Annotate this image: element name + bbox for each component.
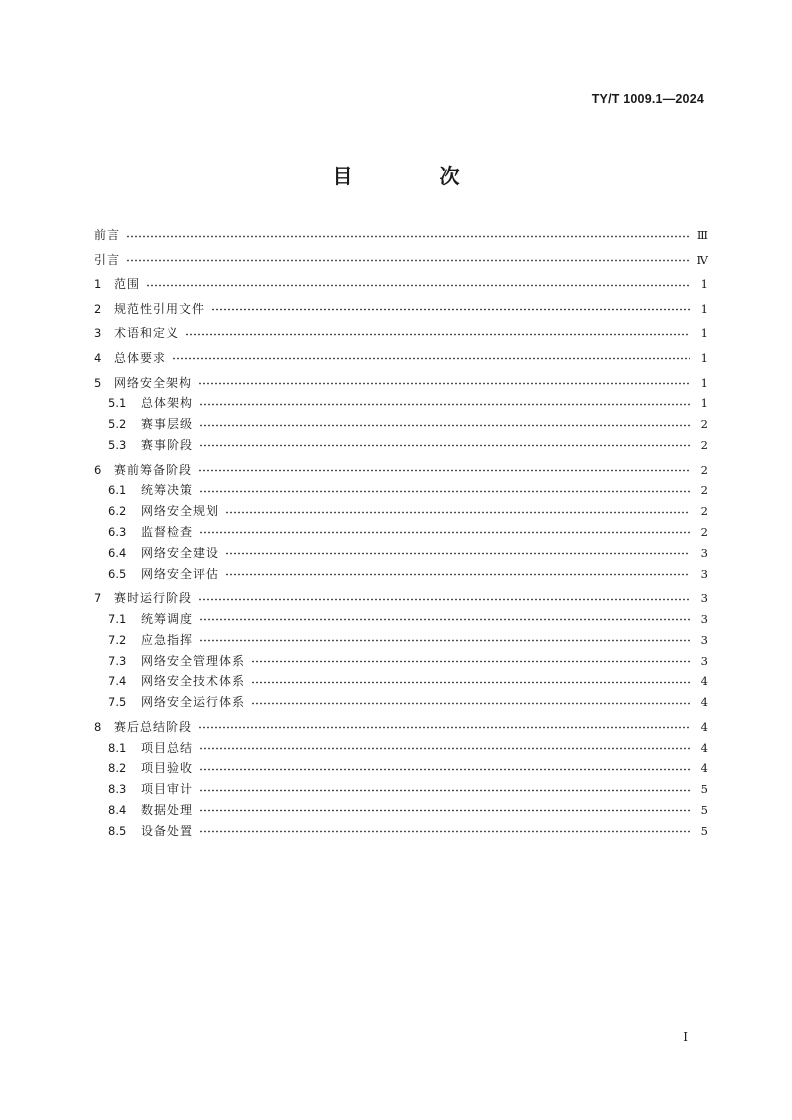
toc-entry-label: 网络安全规划 [141, 504, 220, 519]
toc-entry-number: 7.5 [108, 695, 127, 710]
toc-dot-leader [198, 598, 690, 601]
toc-entry-page: 2 [700, 483, 708, 498]
toc-entry[interactable] [94, 437, 708, 453]
toc-entry[interactable] [94, 276, 708, 292]
toc-entry-label: 统筹决策 [141, 483, 194, 498]
toc-dot-leader [225, 552, 690, 555]
toc-dot-leader [225, 511, 690, 514]
toc-dot-leader [185, 333, 690, 336]
toc-entry[interactable] [94, 325, 708, 341]
toc-entry-page: 2 [700, 462, 708, 477]
toc-entry-number: 7.2 [108, 632, 127, 647]
toc-entry-label: 范围 [114, 277, 141, 292]
toc-entry[interactable] [94, 227, 708, 243]
toc-entry-page: 3 [700, 653, 708, 668]
toc-entry-label: 总体要求 [114, 350, 167, 365]
toc-entry-label: 应急指挥 [141, 632, 194, 647]
toc-entry-page: 2 [700, 504, 708, 519]
toc-entry-page: 5 [700, 823, 708, 838]
toc-dot-leader [199, 747, 690, 750]
toc-dot-leader [126, 235, 690, 238]
toc-entry[interactable] [94, 719, 708, 735]
toc-entry[interactable] [94, 781, 708, 797]
toc-entry[interactable] [94, 545, 708, 561]
toc-entry-label: 赛后总结阶段 [114, 719, 193, 734]
toc-entry-page: 1 [700, 326, 708, 341]
toc-entry-label: 项目审计 [141, 782, 194, 797]
toc-dot-leader [199, 830, 690, 833]
toc-entry-label: 网络安全评估 [141, 566, 220, 581]
toc-entry-page: 4 [700, 761, 708, 776]
toc-entry-number: 5.2 [108, 417, 127, 432]
toc-dot-leader [172, 357, 690, 360]
toc-entry-label: 项目验收 [141, 761, 194, 776]
toc-dot-leader [251, 681, 690, 684]
toc-entry[interactable] [94, 350, 708, 366]
toc-dot-leader [199, 618, 690, 621]
toc-entry-label: 总体架构 [141, 396, 194, 411]
toc-dot-leader [199, 789, 690, 792]
toc-entry-page: Ⅳ [696, 252, 708, 267]
toc-entry[interactable] [94, 524, 708, 540]
toc-entry-number: 8.4 [108, 802, 127, 817]
toc-entry-number: 1 [94, 277, 102, 292]
toc-entry-number: 8.3 [108, 782, 127, 797]
toc-entry-label: 引言 [94, 252, 121, 267]
toc-entry-number: 7.3 [108, 653, 127, 668]
toc-entry[interactable] [94, 740, 708, 756]
toc-entry-number: 6.5 [108, 566, 127, 581]
toc-entry[interactable] [94, 503, 708, 519]
toc-entry[interactable] [94, 694, 708, 710]
toc-entry-label: 赛事阶段 [141, 437, 194, 452]
toc-entry-page: 3 [700, 611, 708, 626]
toc-entry[interactable] [94, 760, 708, 776]
toc-dot-leader [199, 531, 690, 534]
toc-entry-label: 网络安全建设 [141, 545, 220, 560]
toc-entry-number: 7.1 [108, 611, 127, 626]
toc-entry-label: 网络安全架构 [114, 375, 193, 390]
toc-dot-leader [211, 308, 690, 311]
toc-entry-number: 8.2 [108, 761, 127, 776]
toc-entry-label: 网络安全管理体系 [141, 653, 246, 668]
toc-dot-leader [225, 573, 690, 576]
toc-entry-number: 6 [94, 462, 102, 477]
toc-entry-page: 3 [700, 591, 708, 606]
toc-dot-leader [199, 424, 690, 427]
toc-entry-number: 6.2 [108, 504, 127, 519]
toc-dot-leader [199, 809, 690, 812]
toc-entry-number: 7.4 [108, 674, 127, 689]
toc-entry-page: 5 [700, 802, 708, 817]
toc-dot-leader [199, 403, 690, 406]
toc-entry-page: Ⅲ [696, 228, 708, 242]
page-number: I [683, 1030, 688, 1044]
toc-entry-page: 3 [700, 545, 708, 560]
toc-entry-number: 6.4 [108, 545, 127, 560]
toc-dot-leader [251, 702, 690, 705]
document-code: TY/T 1009.1—2024 [591, 92, 704, 106]
toc-list [94, 227, 708, 839]
toc-entry-page: 3 [700, 632, 708, 647]
toc-dot-leader [199, 490, 690, 493]
toc-entry-number: 8.1 [108, 740, 127, 755]
toc-entry-number: 6.1 [108, 483, 127, 498]
toc-entry-number: 8.5 [108, 823, 127, 838]
toc-entry-page: 4 [700, 695, 708, 710]
toc-entry-label: 规范性引用文件 [114, 301, 206, 316]
toc-entry-page: 5 [700, 782, 708, 797]
toc-entry-number: 5.3 [108, 437, 127, 452]
toc-entry[interactable] [94, 252, 708, 268]
toc-entry-page: 4 [700, 719, 708, 734]
toc-entry-number: 4 [94, 350, 102, 365]
toc-entry[interactable] [94, 590, 708, 606]
toc-dot-leader [199, 444, 690, 447]
toc-entry-label: 项目总结 [141, 740, 194, 755]
toc-entry-label: 网络安全技术体系 [141, 674, 246, 689]
toc-entry-number: 3 [94, 326, 102, 341]
toc-entry-number: 5 [94, 375, 102, 390]
toc-entry[interactable] [94, 482, 708, 498]
toc-entry-page: 3 [700, 566, 708, 581]
toc-dot-leader [198, 726, 690, 729]
toc-entry[interactable] [94, 301, 708, 317]
toc-entry-label: 数据处理 [141, 802, 194, 817]
toc-entry-label: 赛前筹备阶段 [114, 462, 193, 477]
toc-entry-page: 2 [700, 417, 708, 432]
toc-title: 目 次 [332, 164, 500, 188]
toc-entry-page: 1 [700, 277, 708, 292]
toc-entry[interactable] [94, 462, 708, 478]
toc-entry[interactable] [94, 632, 708, 648]
toc-entry[interactable] [94, 566, 708, 582]
toc-entry[interactable] [94, 375, 708, 391]
toc-entry-page: 1 [700, 301, 708, 316]
toc-entry[interactable] [94, 611, 708, 627]
toc-dot-leader [198, 382, 690, 385]
toc-entry-label: 前言 [94, 228, 121, 242]
toc-dot-leader [199, 639, 690, 642]
toc-entry-label: 监督检查 [141, 524, 194, 539]
toc-entry-label: 统筹调度 [141, 611, 194, 626]
toc-entry-page: 2 [700, 437, 708, 452]
toc-entry-page: 4 [700, 740, 708, 755]
toc-entry-number: 5.1 [108, 396, 127, 411]
toc-entry-page: 1 [700, 350, 708, 365]
toc-entry-label: 赛事层级 [141, 417, 194, 432]
toc-entry[interactable] [94, 823, 708, 839]
toc-dot-leader [126, 259, 690, 262]
toc-entry[interactable] [94, 416, 708, 432]
toc-entry-number: 8 [94, 719, 102, 734]
toc-entry-number: 2 [94, 301, 102, 316]
toc-dot-leader [199, 768, 690, 771]
toc-entry[interactable] [94, 395, 708, 411]
toc-entry[interactable] [94, 673, 708, 689]
toc-dot-leader [146, 284, 690, 287]
toc-entry-page: 4 [700, 674, 708, 689]
toc-entry[interactable] [94, 653, 708, 669]
toc-dot-leader [251, 660, 690, 663]
toc-entry-page: 2 [700, 524, 708, 539]
toc-entry[interactable] [94, 802, 708, 818]
toc-entry-label: 术语和定义 [114, 326, 180, 341]
toc-entry-page: 1 [700, 396, 708, 411]
toc-entry-label: 网络安全运行体系 [141, 695, 246, 710]
toc-entry-label: 赛时运行阶段 [114, 591, 193, 606]
toc-entry-label: 设备处置 [141, 823, 194, 838]
toc-entry-page: 1 [700, 375, 708, 390]
toc-dot-leader [198, 469, 690, 472]
toc-entry-number: 7 [94, 591, 102, 606]
toc-entry-number: 6.3 [108, 524, 127, 539]
